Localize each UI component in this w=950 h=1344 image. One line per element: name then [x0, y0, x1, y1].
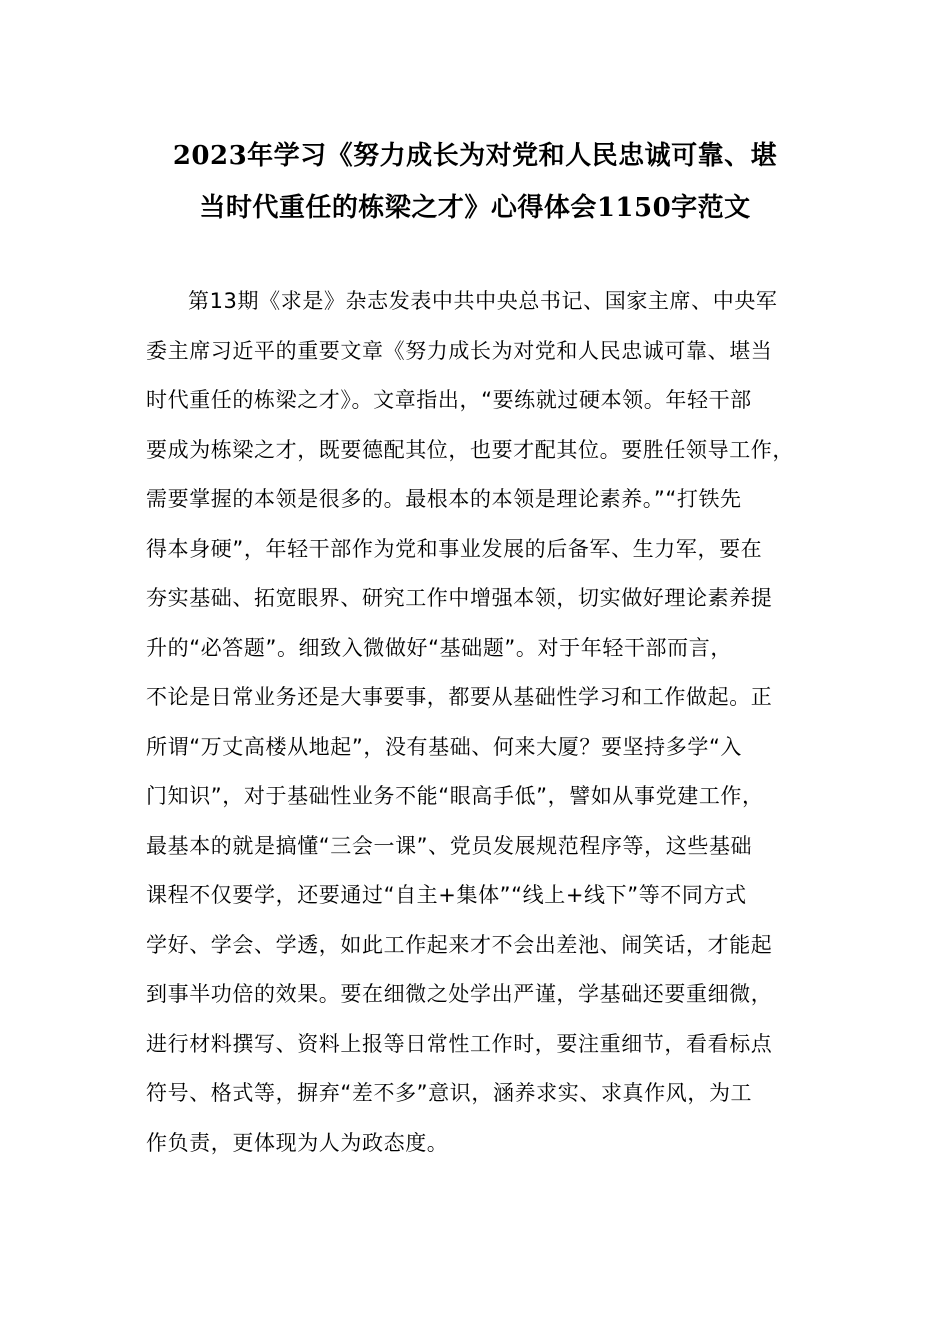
document-title [120, 130, 830, 234]
paragraph-line: 门知识”，对于基础性业务不能“眼高手低”，譬如从事党建工作， [146, 784, 764, 808]
paragraph-line: 所谓“万丈高楼从地起”，没有基础、何来大厦？要坚持多学“入 [146, 734, 743, 759]
paragraph-line: 需要掌握的本领是很多的。最根本的本领是理论素养。”“打铁先 [146, 487, 742, 511]
paragraph-line: 作负责，更体现为人为政态度。 [146, 1130, 449, 1155]
paragraph-line: 时代重任的栋梁之才》。文章指出，“要练就过硬本领。年轻干部 [146, 388, 752, 412]
paragraph-line: 到事半功倍的效果。要在细微之处学出严谨，学基础还要重细微， [146, 982, 773, 1006]
paragraph-line: 要成为栋梁之才，既要德配其位，也要才配其位。要胜任领导工作， [146, 437, 794, 462]
paragraph-line: 不论是日常业务还是大事要事，都要从基础性学习和工作做起。正 [146, 685, 773, 709]
paragraph-line: 得本身硬”，年轻干部作为党和事业发展的后备军、生力军，要在 [146, 536, 763, 561]
paragraph-line: 夯实基础、拓宽眼界、研究工作中增强本领，切实做好理论素养提 [146, 586, 773, 610]
title-line-1: 2023年学习《努力成长为对党和人民忠诚可靠、堪 [172, 141, 778, 171]
paragraph-line: 委主席习近平的重要文章《努力成长为对党和人民忠诚可靠、堪当 [146, 338, 773, 363]
paragraph-line: 最基本的就是搞懂“三会一课”、党员发展规范程序等，这些基础 [146, 833, 753, 858]
paragraph-line: 升的“必答题”。细致入微做好“基础题”。对于年轻干部而言， [146, 635, 732, 660]
paragraph-line: 学好、学会、学透，如此工作起来才不会出差池、闹笑话，才能起 [146, 932, 773, 957]
title-line-2: 当时代重任的栋梁之才》心得体会1150字范文 [199, 193, 751, 223]
paragraph-line: 课程不仅要学，还要通过“自主+集体”“线上+线下”等不同方式 [146, 883, 747, 907]
paragraph-line: 第13期《求是》杂志发表中共中央总书记、国家主席、中央军 [188, 289, 778, 313]
paragraph-line: 符号、格式等，摒弃“差不多”意识，涵养求实、求真作风，为工 [146, 1081, 753, 1105]
paragraph-line: 进行材料撰写、资料上报等日常性工作时，要注重细节，看看标点 [146, 1031, 773, 1056]
body-paragraph [146, 277, 826, 1168]
